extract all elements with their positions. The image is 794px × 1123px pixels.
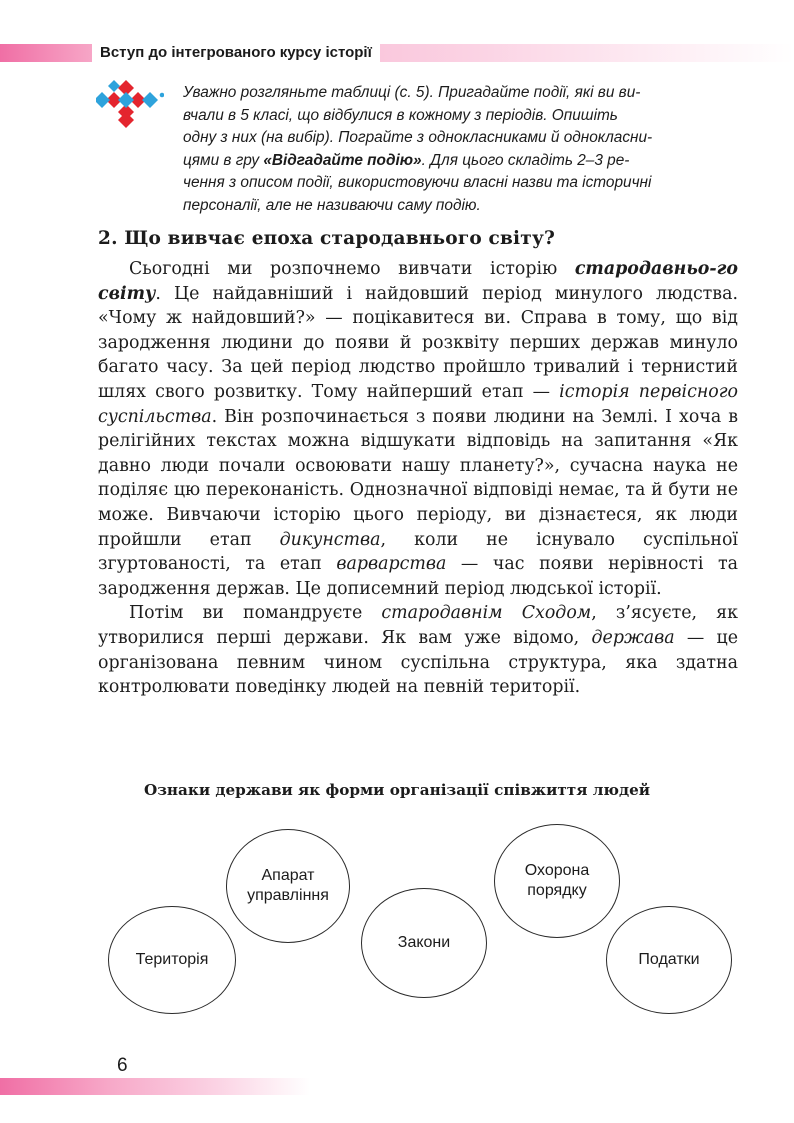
body-text <box>98 257 738 700</box>
task-line: одну з них (на вибір). Пограйте з однокласниками й однокласни- <box>183 129 653 147</box>
circle-territory: Територія <box>108 906 236 1014</box>
diagram-title: Ознаки держави як форми організації співжиття людей <box>143 781 651 799</box>
circle-law-enforcement: Охорона порядку <box>494 824 620 938</box>
term-barbarism: варварства <box>336 554 447 575</box>
circle-taxes: Податки <box>606 906 732 1014</box>
term-ancient-world: стародавньо-го світу <box>98 259 738 304</box>
term-primitive-society: історія первісного суспільства <box>98 381 738 427</box>
text-run: — це організована певним чином суспільна структура, яка здатна контролювати поведінку людей на певній території. <box>98 627 739 698</box>
text-run: Сьогодні ми розпочнемо вивчати історію <box>129 259 575 279</box>
circle-government-apparatus: Апарат управління <box>226 829 350 943</box>
task-text <box>183 82 738 218</box>
text-run: Потім ви помандруєте <box>129 603 382 624</box>
text-run: . Він розпочинається з появи людини на Землі. І хоча в релігійних текстах можна відшукати відповідь на запитання «Як давно люди почали освоювати нашу планету?», сучасна наука не поділяє цю переконаність. Однозначної відповіді немає, та й бути не може. Вивчаючи історію цього періоду, ви дізнаєтеся, як люди пройшли етап <box>98 406 738 550</box>
task-line: чення з описом події, використовуючи власні назви та історичні <box>183 174 652 192</box>
footer-bar <box>0 1078 310 1095</box>
paragraph-2 <box>98 601 738 699</box>
term-savagery: дикунства <box>279 529 381 550</box>
task-line: персоналії, але не називаючи саму подію. <box>183 196 481 214</box>
circle-laws: Закони <box>361 888 487 998</box>
text-run: . Це найдавніший і найдовший період минулого людства. «Чому ж найдовший?» — поцікавитеся ви. Справа в тому, що від зародження людини до появи й розквіту перших держав минуло багато часу. За цей період людство пройшло тривалий і тернистий шлях свого розвитку. Тому найперший етап — <box>98 283 738 402</box>
task-line: . Для цього складіть 2–3 ре- <box>421 151 630 169</box>
task-line: вчали в 5 класі, що відбулися в кожному з періодів. Опишіть <box>183 106 618 124</box>
term-ancient-east: стародавнім Сходом <box>381 603 592 624</box>
term-state: держава <box>591 627 675 648</box>
task-line: Уважно розгляньте таблиці (с. 5). Пригадайте події, які ви ви- <box>183 84 641 101</box>
game-name: «Відгадайте подію» <box>263 151 422 169</box>
text-run: , з’ясуєте, як утворилися перші держави. Як вам уже відомо, <box>98 603 739 648</box>
paragraph-1 <box>98 257 738 601</box>
running-header: Вступ до інтегрованого курсу історії <box>92 42 380 64</box>
task-line: цями в гру <box>183 151 264 169</box>
page-number: 6 <box>117 1055 128 1076</box>
text-run: , коли не існувало суспільної згуртованості, та етап <box>98 529 738 575</box>
section-title: 2. Що вивчає епоха стародавнього світу? <box>98 228 556 249</box>
diamond-pattern-icon <box>96 80 164 128</box>
text-run: — час появи нерівності та зародження держав. Це дописемний період людської історії. <box>98 554 738 599</box>
